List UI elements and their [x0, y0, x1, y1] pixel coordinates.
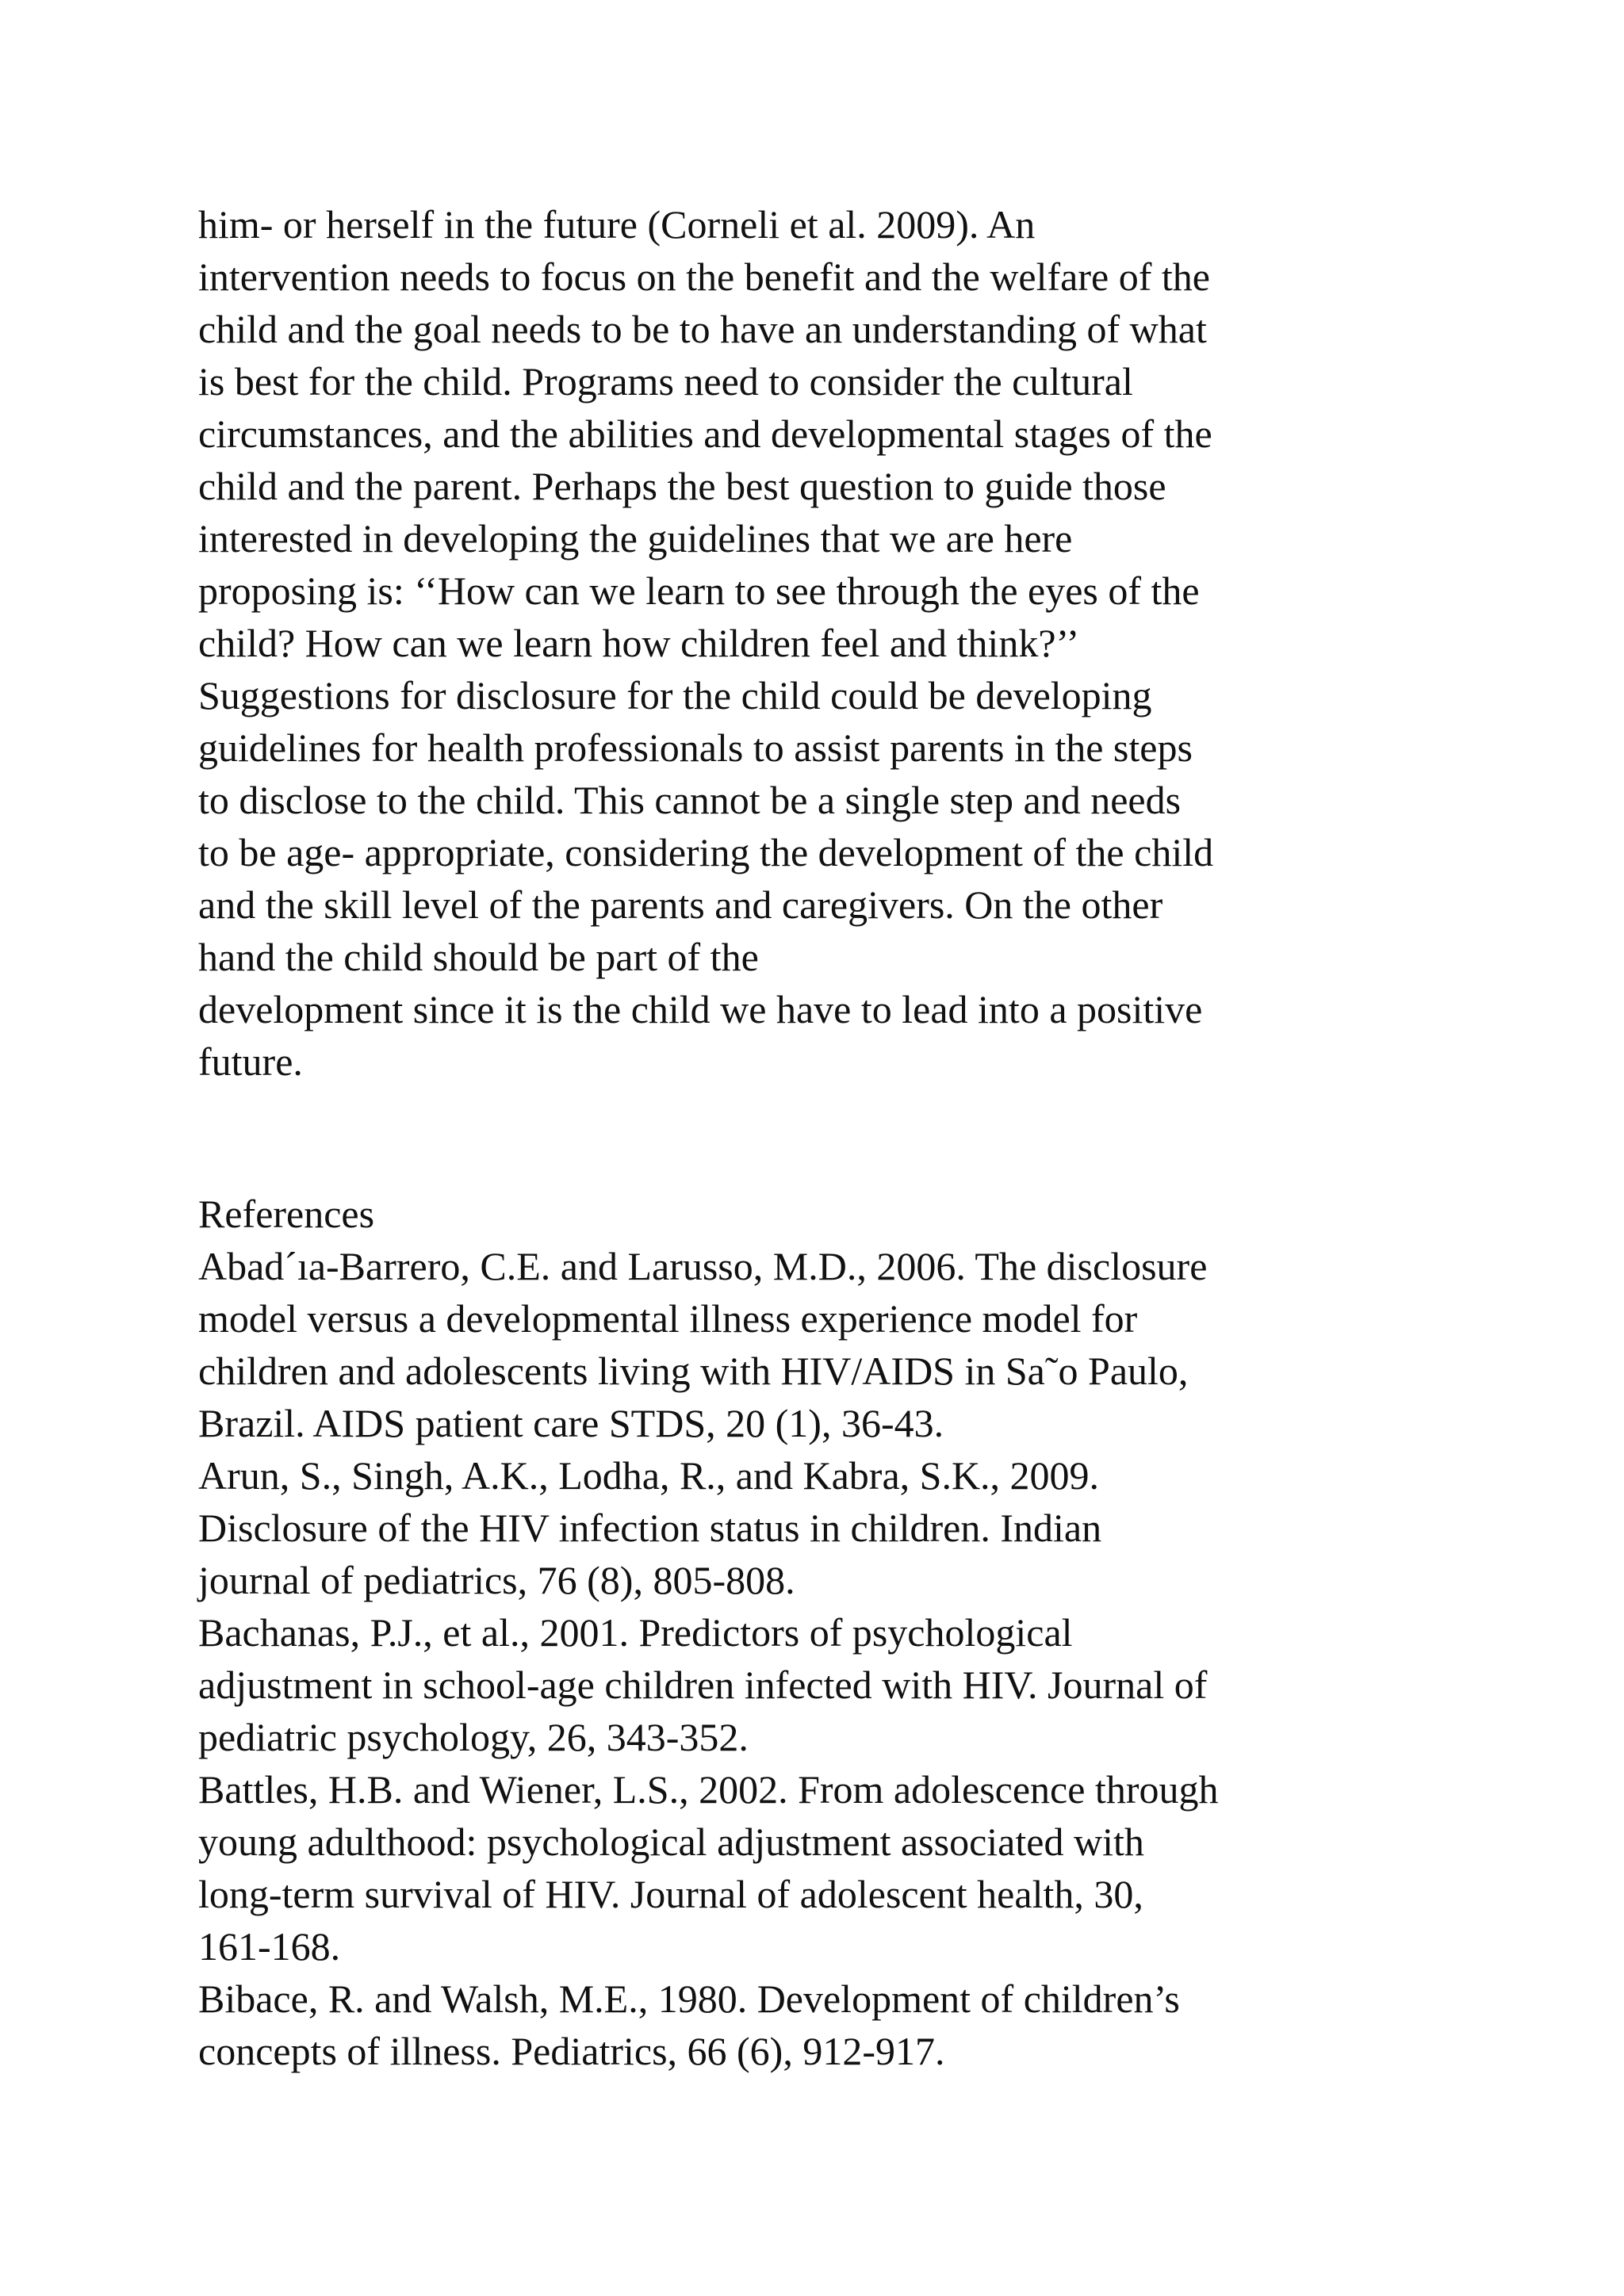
reference-line: model versus a developmental illness experience model for [198, 1296, 1138, 1341]
paragraph-line: child and the parent. Perhaps the best question to guide those [198, 464, 1166, 508]
reference-line: pediatric psychology, 26, 343-352. [198, 1715, 749, 1759]
reference-line: Disclosure of the HIV infection status in children. Indian [198, 1506, 1102, 1550]
paragraph-line: future. [198, 1039, 303, 1084]
reference-line: children and adolescents living with HIV/AIDS in Sa˜o Paulo, [198, 1349, 1189, 1393]
paragraph-line: child? How can we learn how children feel and think?’’ [198, 621, 1080, 665]
paragraph-line: hand the child should be part of the [198, 935, 759, 979]
reference-line: Bachanas, P.J., et al., 2001. Predictors of psychological [198, 1610, 1073, 1655]
body-paragraph [198, 198, 1515, 1088]
paragraph-line: child and the goal needs to be to have an understanding of what [198, 307, 1207, 351]
reference-line: Abad´ıa-Barrero, C.E. and Larusso, M.D., 2006. The disclosure [198, 1244, 1208, 1288]
paragraph-line: proposing is: ‘‘How can we learn to see through the eyes of the [198, 568, 1200, 613]
paragraph-line: guidelines for health professionals to assist parents in the steps [198, 725, 1193, 770]
reference-line: adjustment in school-age children infected with HIV. Journal of [198, 1663, 1208, 1707]
reference-line: concepts of illness. Pediatrics, 66 (6), 912-917. [198, 2029, 945, 2073]
reference-line: Arun, S., Singh, A.K., Lodha, R., and Kabra, S.K., 2009. [198, 1453, 1100, 1498]
paragraph-line: development since it is the child we have to lead into a positive [198, 987, 1203, 1031]
reference-line: long-term survival of HIV. Journal of adolescent health, 30, [198, 1872, 1143, 1916]
paragraph-line: interested in developing the guidelines that we are here [198, 516, 1073, 561]
reference-line: Brazil. AIDS patient care STDS, 20 (1), 36-43. [198, 1401, 944, 1445]
paragraph-line: is best for the child. Programs need to consider the cultural [198, 359, 1133, 404]
reference-line: 161-168. [198, 1924, 341, 1969]
reference-line: journal of pediatrics, 76 (8), 805-808. [198, 1558, 795, 1602]
references-heading [198, 1188, 1515, 1240]
reference-line: young adulthood: psychological adjustment associated with [198, 1820, 1144, 1864]
reference-line: Battles, H.B. and Wiener, L.S., 2002. From adolescence through [198, 1767, 1219, 1812]
references-heading-text: References [198, 1192, 375, 1236]
paragraph-line: Suggestions for disclosure for the child could be developing [198, 673, 1152, 718]
paragraph-line: and the skill level of the parents and caregivers. On the other [198, 882, 1163, 927]
paragraph-line: circumstances, and the abilities and developmental stages of the [198, 411, 1212, 456]
paragraph-line: to be age- appropriate, considering the development of the child [198, 830, 1214, 874]
references-list [198, 1240, 1515, 2077]
paragraph-line: intervention needs to focus on the benefit and the welfare of the [198, 254, 1210, 299]
paragraph-line: him- or herself in the future (Corneli et al. 2009). An [198, 202, 1036, 247]
reference-line: Bibace, R. and Walsh, M.E., 1980. Development of children’s [198, 1976, 1180, 2021]
paragraph-line: to disclose to the child. This cannot be a single step and needs [198, 778, 1182, 822]
